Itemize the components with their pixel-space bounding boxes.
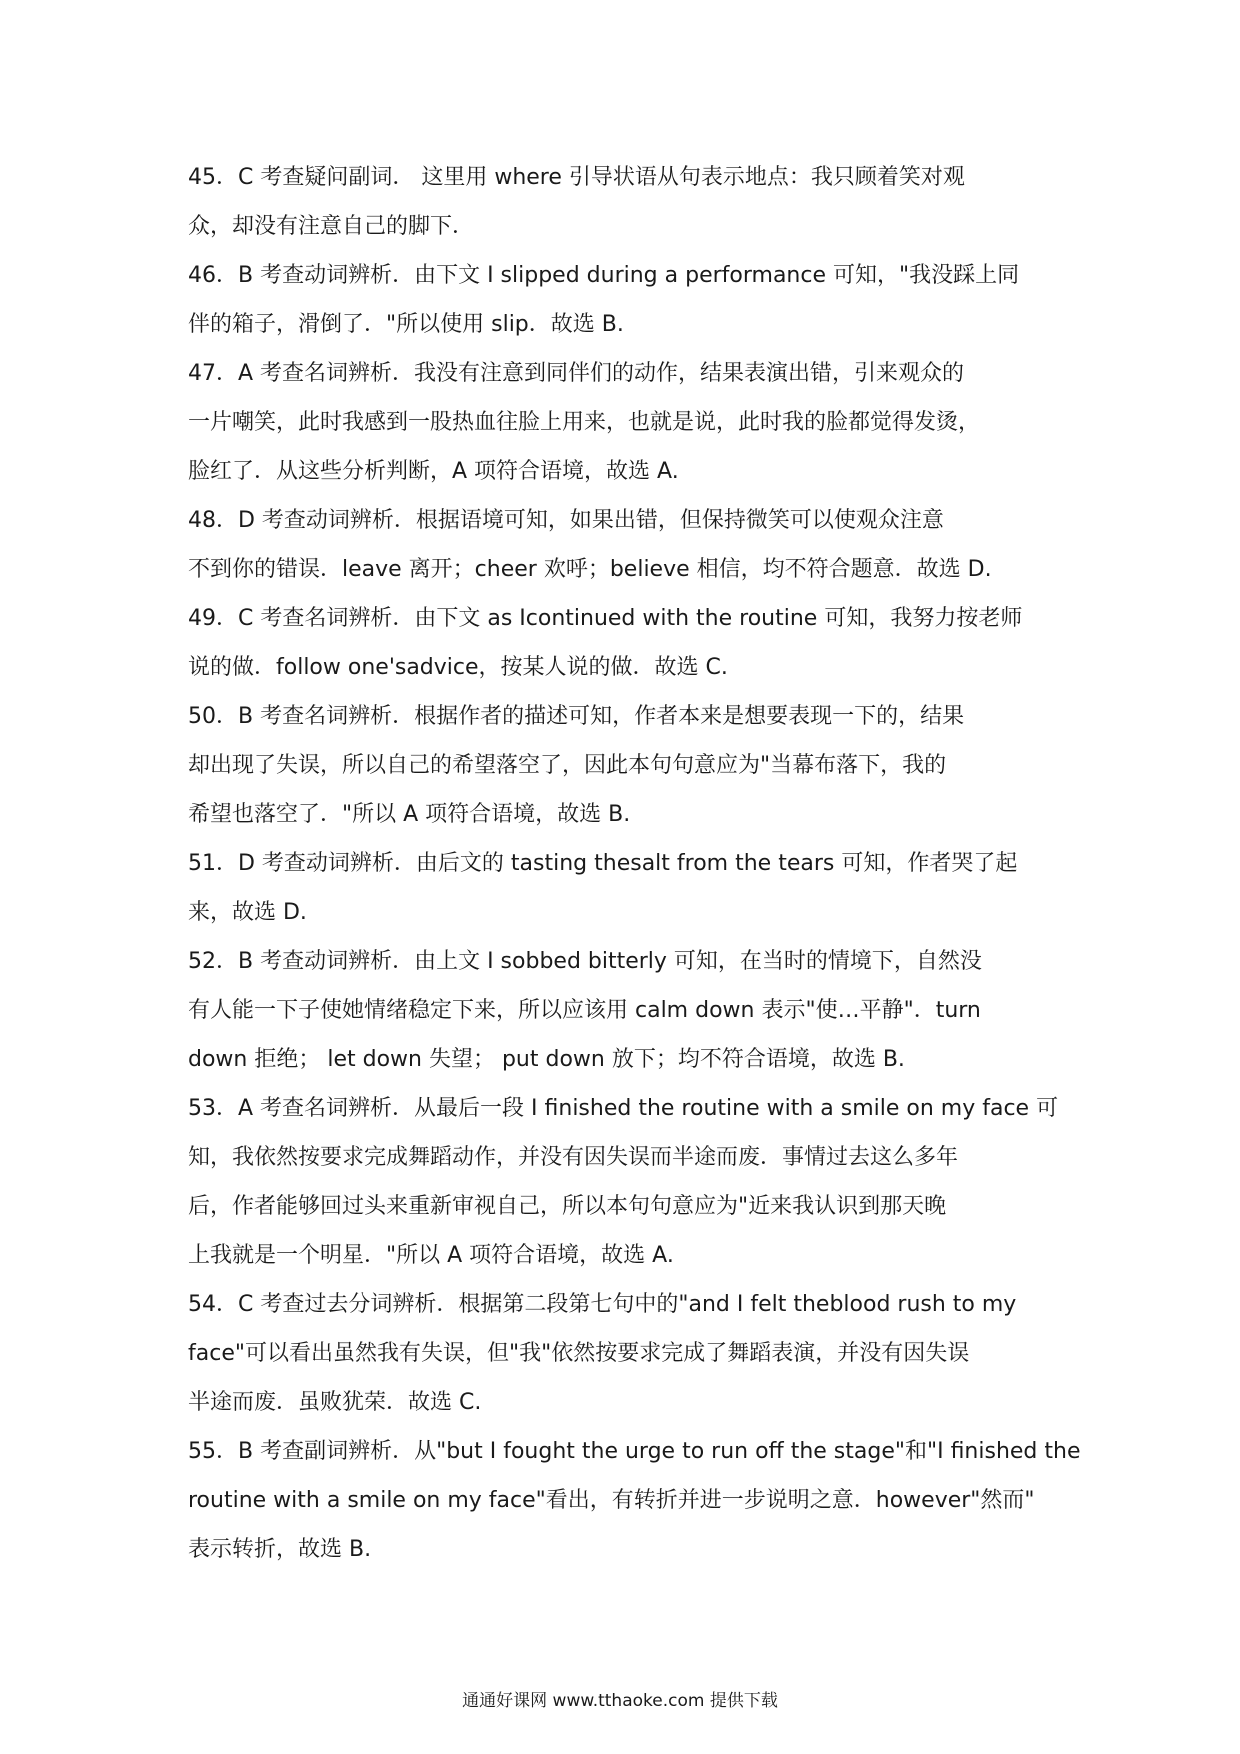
- answer-line: 51．D 考查动词辨析．由后文的 tasting thesalt from the tears 可知，作者哭了起: [188, 851, 1018, 876]
- answer-line: 47．A 考查名词辨析．我没有注意到同伴们的动作，结果表演出错，引来观众的: [188, 361, 965, 386]
- answer-line: 54．C 考查过去分词辨析．根据第二段第七句中的"and I felt theblood rush to my: [188, 1292, 1017, 1317]
- answer-line: 半途而废．虽败犹荣．故选 C.: [188, 1390, 482, 1415]
- answer-item-54: [188, 1280, 1058, 1427]
- answer-line: 52．B 考查动词辨析．由上文 I sobbed bitterly 可知，在当时的情境下，自然没: [188, 949, 982, 974]
- answer-line: 表示转折，故选 B.: [188, 1537, 372, 1562]
- answer-line: 后，作者能够回过头来重新审视自己，所以本句句意应为"近来我认识到那天晚: [188, 1194, 947, 1219]
- page-footer: 通通好课网 www.tthaoke.com 提供下载: [462, 1691, 778, 1711]
- answer-line: 有人能一下子使她情绪稳定下来，所以应该用 calm down 表示"使…平静"．turn: [188, 998, 981, 1023]
- answer-item-55: [188, 1427, 1081, 1574]
- answer-line: 一片嘲笑，此时我感到一股热血往脸上用来，也就是说，此时我的脸都觉得发烫，: [188, 410, 981, 435]
- answer-line: 众，却没有注意自己的脚下．: [188, 214, 475, 239]
- answer-line: 说的做．follow one'sadvice，按某人说的做．故选 C.: [188, 655, 728, 680]
- answer-item-53: [188, 1084, 1058, 1280]
- answer-line: 来，故选 D.: [188, 900, 307, 925]
- answer-line: 脸红了．从这些分析判断，A 项符合语境，故选 A.: [188, 459, 679, 484]
- answer-item-51: [188, 839, 1058, 937]
- answer-line: 50．B 考查名词辨析．根据作者的描述可知，作者本来是想要表现一下的，结果: [188, 704, 965, 729]
- answer-line: 55．B 考查副词辨析．从"but I fought the urge to run off the stage"和"I finished the: [188, 1439, 1081, 1464]
- answer-item-48: [188, 496, 1058, 594]
- answer-item-49: [188, 594, 1058, 692]
- answer-item-46: [188, 251, 1058, 349]
- answer-line: face"可以看出虽然我有失误，但"我"依然按要求完成了舞蹈表演，并没有因失误: [188, 1341, 970, 1366]
- answer-explanations: [188, 153, 1081, 1574]
- answer-line: 49．C 考查名词辨析．由下文 as Icontinued with the routine 可知，我努力按老师: [188, 606, 1023, 631]
- answer-item-52: [188, 937, 1058, 1084]
- answer-line: 伴的箱子，滑倒了．"所以使用 slip．故选 B.: [188, 312, 624, 337]
- answer-item-45: [188, 153, 1058, 251]
- answer-line: routine with a smile on my face"看出，有转折并进一步说明之意．however"然而": [188, 1488, 1035, 1513]
- answer-line: 48．D 考查动词辨析．根据语境可知，如果出错，但保持微笑可以使观众注意: [188, 508, 944, 533]
- answer-line: down 拒绝； let down 失望； put down 放下；均不符合语境，故选 B.: [188, 1047, 905, 1072]
- answer-line: 却出现了失误，所以自己的希望落空了，因此本句句意应为"当幕布落下，我的: [188, 753, 947, 778]
- answer-line: 53．A 考查名词辨析．从最后一段 I finished the routine with a smile on my face 可: [188, 1096, 1059, 1121]
- answer-line: 46．B 考查动词辨析．由下文 I slipped during a performance 可知，"我没踩上同: [188, 263, 1020, 288]
- answer-line: 希望也落空了．"所以 A 项符合语境，故选 B.: [188, 802, 631, 827]
- answer-item-50: [188, 692, 1058, 839]
- answer-line: 上我就是一个明星．"所以 A 项符合语境，故选 A.: [188, 1243, 674, 1268]
- answer-line: 知，我依然按要求完成舞蹈动作，并没有因失误而半途而废．事情过去这么多年: [188, 1145, 959, 1170]
- answer-item-47: [188, 349, 1058, 496]
- answer-line: 不到你的错误．leave 离开；cheer 欢呼；believe 相信，均不符合题意．故选 D.: [188, 557, 992, 582]
- answer-line: 45．C 考查疑问副词． 这里用 where 引导状语从句表示地点：我只顾着笑对观: [188, 165, 965, 190]
